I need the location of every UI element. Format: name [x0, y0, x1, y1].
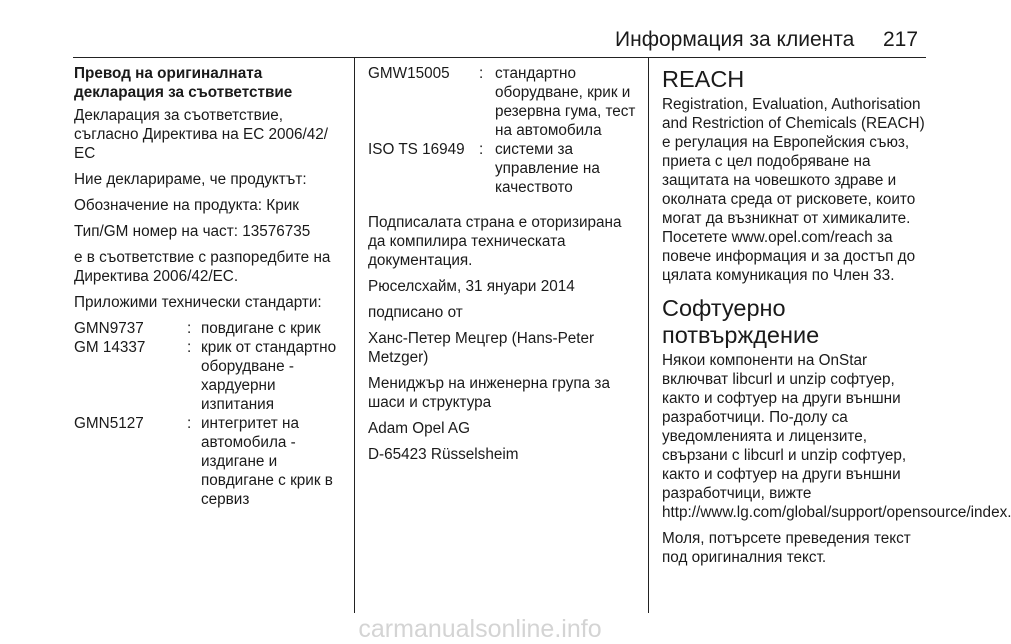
signed-by-label: подписано от	[368, 304, 463, 321]
authorization-paragraph: Подписалата страна е оторизирана да компилира техническата документация.	[368, 214, 622, 269]
standard-code: GMN9737	[74, 320, 144, 337]
reach-paragraph: Registration, Evaluation, Authorisation and Restriction of Chemicals (REACH) е регулация на Европейския съюз, приета с цел подобряване на защитата на човешкото здраве и околната среда от рисковете, които могат да възникнат от химикалите. Посетете www.opel.com/reach за повече информация и за достъп до цялата комуникация по Член 33.	[662, 96, 925, 284]
standard-separator: :	[479, 65, 484, 82]
standard-separator: :	[187, 320, 192, 337]
standard-separator: :	[187, 339, 192, 356]
signatory-name: Ханс-Петер Мецгер (Hans-Peter Metzger)	[368, 330, 595, 366]
standard-code: GM 14337	[74, 339, 146, 356]
column-declaration	[74, 64, 342, 509]
software-paragraph: Някои компоненти на OnStar включват libcurl и unzip софтуер, както и софтуер на други външни разработчици. По-долу са уведомленията и лицензите, свързани с libcurl и unzip софтуер, както и софтуер на други външни разработчици, вижте http://www.lg.com/global/support/opensource/index.	[662, 352, 1011, 521]
translation-note: Моля, потърсете преведения текст под оригиналния текст.	[662, 530, 911, 566]
standard-description: крик от стандартно оборудване - хардуерни изпитания	[201, 339, 337, 413]
standard-description: интегритет на автомобила - издигане и повдигане с крик в сервиз	[201, 415, 333, 508]
standard-separator: :	[479, 141, 484, 158]
declaration-paragraph: Обозначение на продукта: Крик	[74, 197, 299, 214]
declaration-paragraph: Приложими технически стандарти:	[74, 294, 322, 311]
company-name: Adam Opel AG	[368, 420, 471, 437]
reach-heading: REACH	[662, 66, 745, 92]
company-address: D-65423 Rüsselsheim	[368, 446, 519, 463]
watermark: carmanualsonline.info	[358, 615, 602, 643]
declaration-paragraph: Ние декларираме, че продуктът:	[74, 171, 307, 188]
standard-row	[74, 338, 342, 414]
standard-description: системи за управление на качеството	[495, 141, 600, 196]
standard-code: GMN5127	[74, 415, 144, 432]
declaration-paragraph: Тип/GM номер на част: 13576735	[74, 223, 311, 240]
column-signature	[368, 64, 636, 471]
page-number: 217	[883, 28, 919, 51]
place-date: Рюселсхайм, 31 януари 2014	[368, 278, 575, 295]
standard-separator: :	[187, 415, 192, 432]
page-header-title: Информация за клиента	[615, 28, 855, 51]
signatory-title: Мениджър на инженерна група за шаси и структура	[368, 375, 610, 411]
standard-row	[368, 140, 636, 197]
software-heading: Софтуерно потвърждение	[662, 295, 820, 348]
declaration-heading: Превод на оригиналната декларация за съответствие	[74, 65, 293, 101]
standard-code: ISO TS 16949	[368, 141, 465, 158]
column-divider-left	[354, 58, 355, 613]
header-rule	[73, 57, 926, 58]
standard-code: GMW15005	[368, 65, 450, 82]
column-divider-right	[648, 58, 649, 613]
standard-description: повдигане с крик	[201, 320, 321, 337]
column-reach-software	[662, 64, 1011, 574]
declaration-paragraph: е в съответствие с разпоредбите на Директива 2006/42/ЕС.	[74, 249, 331, 285]
standard-row	[368, 64, 636, 140]
declaration-paragraph: Декларация за съответствие, съгласно Директива на ЕС 2006/42/ЕС	[74, 107, 329, 162]
standard-description: стандартно оборудване, крик и резервна гума, тест на автомобила	[495, 65, 636, 139]
standard-row	[74, 319, 342, 338]
standard-row	[74, 414, 342, 509]
